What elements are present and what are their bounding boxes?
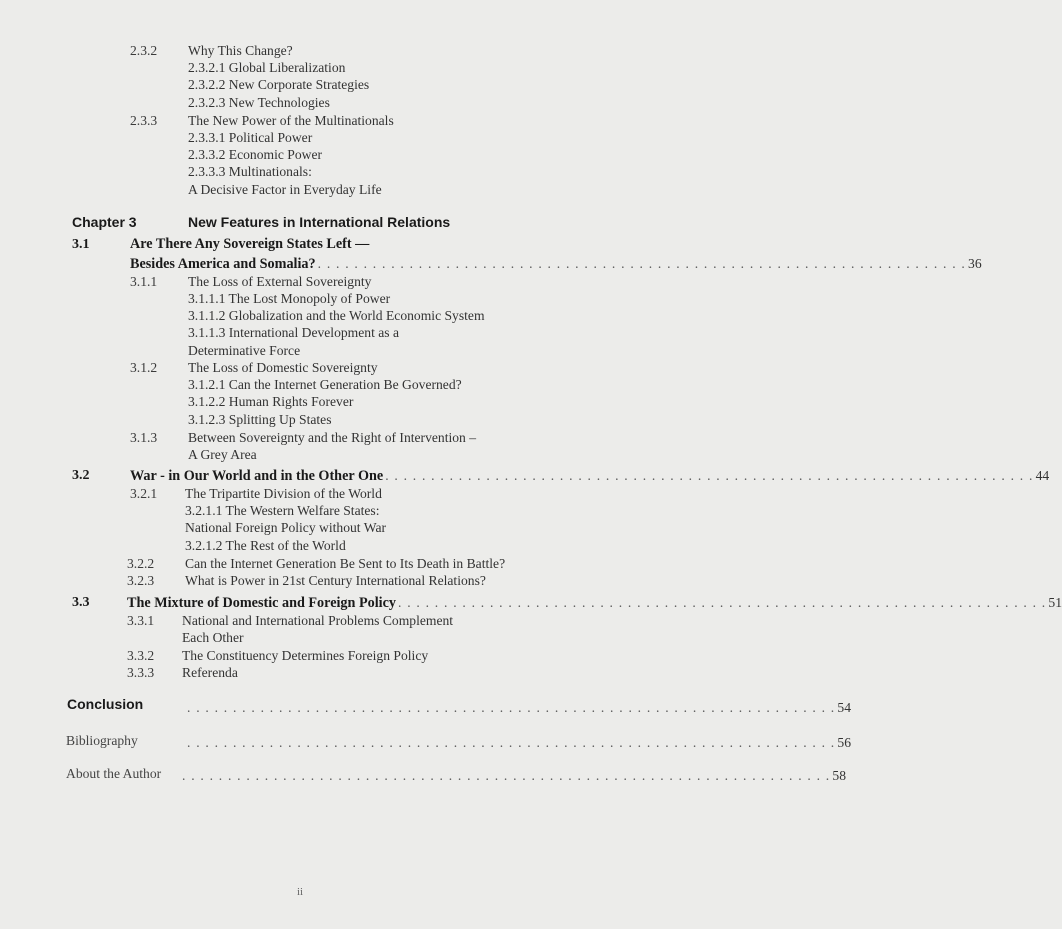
toc-entry-title: Can the Internet Generation Be Sent to Its Death in Battle? bbox=[185, 556, 506, 571]
toc-number: 3.2.2 bbox=[127, 556, 155, 571]
toc-subentry: Determinative Force bbox=[188, 343, 301, 358]
toc-subentry: A Decisive Factor in Everyday Life bbox=[188, 182, 382, 197]
leader-dots: . . . . . . . . . . . . . . . . . . . . . . . . . . . . . . . . . . . . . . . . . . . . . . . . . . . . . . . . . . . . . . . . . . . . . . . bbox=[182, 768, 831, 783]
toc-leader-line bbox=[130, 255, 982, 273]
toc-leader-line bbox=[185, 699, 851, 716]
section-number: 3.2 bbox=[72, 468, 90, 483]
leader-dots: . . . . . . . . . . . . . . . . . . . . . . . . . . . . . . . . . . . . . . . . . . . . . . . . . . . . . . . . . . . . . . . . . . . . . . . bbox=[187, 735, 836, 750]
toc-subentry: 2.3.3.1 Political Power bbox=[188, 130, 313, 145]
toc-entry-title: The Loss of External Sovereignty bbox=[188, 274, 372, 289]
toc-entry-title: The Tripartite Division of the World bbox=[185, 486, 382, 501]
section-title: War - in Our World and in the Other One bbox=[130, 468, 384, 484]
toc-entry-title: The New Power of the Multinationals bbox=[188, 113, 394, 128]
section-title: Besides America and Somalia? bbox=[130, 256, 316, 272]
leader-dots: . . . . . . . . . . . . . . . . . . . . . . . . . . . . . . . . . . . . . . . . . . . . . . . . . . . . . . . . . . . . . . . . . . . . . . . bbox=[187, 700, 836, 715]
chapter-label: Chapter 3 bbox=[72, 214, 137, 230]
toc-number: 3.1.1 bbox=[130, 274, 158, 289]
page-number: 51 bbox=[1048, 595, 1062, 610]
toc-number: 2.3.2 bbox=[130, 43, 158, 58]
toc-subentry: 3.1.1.3 International Development as a bbox=[188, 325, 400, 340]
leader-dots: . . . . . . . . . . . . . . . . . . . . . . . . . . . . . . . . . . . . . . . . . . . . . . . . . . . . . . . . . . . . . . . . . . . . . . . bbox=[317, 256, 967, 271]
page-number: 54 bbox=[837, 700, 851, 715]
leader-dots: . . . . . . . . . . . . . . . . . . . . . . . . . . . . . . . . . . . . . . . . . . . . . . . . . . . . . . . . . . . . . . . . . . . . . . . bbox=[385, 468, 1034, 483]
page-number: 36 bbox=[968, 256, 982, 271]
toc-subentry: 3.1.2.1 Can the Internet Generation Be Governed? bbox=[188, 377, 462, 392]
conclusion-label: Conclusion bbox=[67, 696, 144, 712]
chapter-title: New Features in International Relations bbox=[188, 214, 451, 230]
toc-entry-title: National and International Problems Complement bbox=[182, 613, 454, 628]
toc-entry-title: The Loss of Domestic Sovereignty bbox=[188, 360, 378, 375]
toc-number: 3.1.2 bbox=[130, 360, 158, 375]
section-number: 3.1 bbox=[72, 237, 90, 252]
toc-subentry: National Foreign Policy without War bbox=[185, 520, 387, 535]
toc-subentry: 2.3.2.3 New Technologies bbox=[188, 95, 330, 110]
toc-leader-line bbox=[130, 467, 1050, 485]
toc-subentry: 2.3.2.2 New Corporate Strategies bbox=[188, 77, 370, 92]
toc-entry-title: What is Power in 21st Century International Relations? bbox=[185, 573, 486, 588]
toc-leader-line bbox=[180, 767, 846, 784]
toc-leader-line bbox=[127, 594, 1062, 612]
toc-number: 3.2.3 bbox=[127, 573, 155, 588]
toc-subentry: 3.1.1.2 Globalization and the World Economic System bbox=[188, 308, 485, 323]
toc-entry-title: Between Sovereignty and the Right of Intervention – bbox=[188, 430, 477, 445]
section-title: The Mixture of Domestic and Foreign Policy bbox=[127, 595, 397, 611]
bibliography-label: Bibliography bbox=[66, 733, 138, 748]
page-footer-number: ii bbox=[296, 886, 304, 898]
toc-entry-title: Why This Change? bbox=[188, 43, 293, 58]
toc-subentry: 3.1.2.2 Human Rights Forever bbox=[188, 394, 354, 409]
toc-subentry: 3.1.2.3 Splitting Up States bbox=[188, 412, 332, 427]
leader-dots: . . . . . . . . . . . . . . . . . . . . . . . . . . . . . . . . . . . . . . . . . . . . . . . . . . . . . . . . . . . . . . . . . . . . . . . bbox=[398, 595, 1047, 610]
toc-entry-title: The Constituency Determines Foreign Policy bbox=[182, 648, 429, 663]
section-number: 3.3 bbox=[72, 595, 90, 610]
toc-entry-title: Referenda bbox=[182, 665, 238, 680]
toc-subentry: 2.3.3.2 Economic Power bbox=[188, 147, 323, 162]
toc-number: 3.1.3 bbox=[130, 430, 158, 445]
toc-entry-title: A Grey Area bbox=[188, 447, 257, 462]
toc-subentry: 3.2.1.1 The Western Welfare States: bbox=[185, 503, 380, 518]
page-number: 44 bbox=[1035, 468, 1050, 483]
toc-subentry: 3.1.1.1 The Lost Monopoly of Power bbox=[188, 291, 391, 306]
toc-leader-line bbox=[185, 734, 851, 751]
page-number: 58 bbox=[832, 768, 846, 783]
about-author-label: About the Author bbox=[66, 766, 162, 781]
toc-subentry: 3.2.1.2 The Rest of the World bbox=[185, 538, 346, 553]
toc-subentry: 2.3.3.3 Multinationals: bbox=[188, 164, 312, 179]
page-number: 56 bbox=[837, 735, 851, 750]
toc-number: 3.2.1 bbox=[130, 486, 158, 501]
section-title: Are There Any Sovereign States Left — bbox=[130, 236, 370, 252]
toc-subentry: 2.3.2.1 Global Liberalization bbox=[188, 60, 346, 75]
toc-number: 3.3.2 bbox=[127, 648, 155, 663]
toc-number: 3.3.1 bbox=[127, 613, 155, 628]
toc-number: 3.3.3 bbox=[127, 665, 155, 680]
toc-entry-title: Each Other bbox=[182, 630, 244, 645]
toc-number: 2.3.3 bbox=[130, 113, 158, 128]
